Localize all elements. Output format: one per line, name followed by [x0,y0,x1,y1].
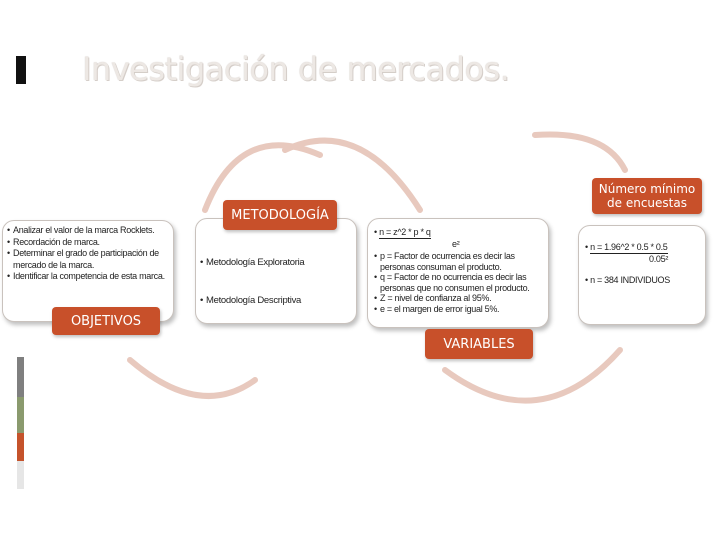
variables-label: VARIABLES [425,329,533,359]
objetivos-label: OBJETIVOS [52,307,160,335]
variables-card [367,218,549,328]
variables-item: • Z = nivel de confianza al 95%. [374,293,544,304]
objetivos-item: • Identificar la competencia de esta marca. [7,271,169,283]
metodologia-card [195,218,357,324]
variables-formula: • n = z^2 * p * q e² [374,227,544,249]
encuestas-result: • n = 384 INDIVIDUOS [585,275,670,285]
variables-item: • p = Factor de ocurrencia es decir las personas consuman el producto. [374,251,544,272]
objetivos-item: • Determinar el grado de participación de mercado de la marca. [7,248,169,271]
encuestas-formula-denominator: 0.05² [649,254,669,264]
encuestas-label: Número mínimo de encuestas [592,178,702,214]
encuestas-formula-numerator: n = 1.96^2 * 0.5 * 0.5 [590,242,668,252]
objetivos-item: • Analizar el valor de la marca Rocklets. [7,225,169,237]
variables-formula-numerator: n = z^2 * p * q [379,227,431,237]
metodologia-item: • Metodología Descriptiva [200,295,301,306]
variables-item: • q = Factor de no ocurrencia es decir las personas que no consumen el producto. [374,272,544,293]
arc-upper-right [535,134,625,170]
arc-bottom-left [130,360,255,396]
encuestas-card [578,225,706,325]
encuestas-result-text: n = 384 INDIVIDUOS [590,275,670,285]
variables-formula-denominator: e² [452,238,460,249]
variables-item: • e = el margen de error igual 5%. [374,304,544,315]
encuestas-formula: • n = 1.96^2 * 0.5 * 0.5 0.05² [585,242,701,265]
metodologia-label: METODOLOGÍA [223,200,337,230]
objetivos-item: • Recordación de marca. [7,237,169,249]
page-title: Investigación de mercados. [82,50,510,88]
metodologia-item: • Metodología Exploratoria [200,257,304,268]
objetivos-list [3,221,173,283]
variables-list [374,251,544,314]
